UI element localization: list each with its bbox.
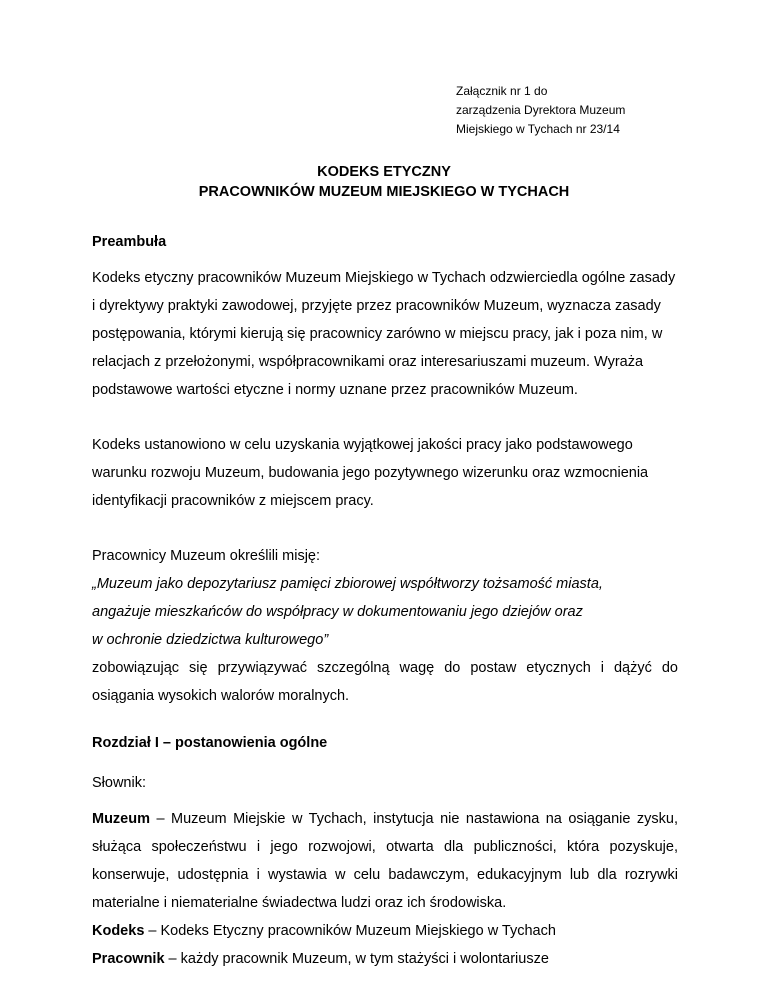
annex-line-1: Załącznik nr 1 do [456, 84, 548, 98]
document-title [0, 162, 768, 202]
preamble-paragraph-2: Kodeks ustanowiono w celu uzyskania wyjątkowej jakości pracy jako podstawowego warunku rozwoju Muzeum, budowania jego pozytywnego wizerunku oraz wzmocnienia identyfikacji pracowników z miejscem pracy. [92, 437, 649, 509]
glossary-definition: – Muzeum Miejskie w Tychach, instytucja nie nastawiona na osiąganie zysku, służąca społeczeństwu i jego rozwojowi, otwarta dla publiczności, która pozyskuje, konserwuje, udostępnia i wystawia w celu badawczym, edukacyjnym lub dla rozrywki materialne i niematerialne świadectwa ludzi oraz ich środowiska. [92, 811, 678, 911]
document-body [92, 232, 678, 973]
mission-quote-line-3: w ochronie dziedzictwa kulturowego” [92, 632, 329, 648]
glossary-term: Pracownik [92, 951, 165, 967]
annex-line-2: zarządzenia Dyrektora Muzeum [456, 103, 626, 117]
mission-quote-line-2: angażuje mieszkańców do współpracy w dokumentowaniu jego dziejów oraz [92, 604, 583, 620]
preamble-paragraph-1: Kodeks etyczny pracowników Muzeum Miejskiego w Tychach odzwierciedla ogólne zasady i dyrektywy praktyki zawodowej, przyjęte przez pracowników Muzeum, wyznacza zasady postępowania, którymi kierują się pracownicy zarówno w miejscu pracy, jak i poza nim, w relacjach z przełożonymi, współpracownikami oraz interesariuszami muzeum. Wyraża podstawowe wartości etyczne i normy uznane przez pracowników Muzeum. [92, 270, 676, 398]
glossary-definition: – każdy pracownik Muzeum, w tym stażyści i wolontariusze [164, 951, 549, 967]
chapter-1-heading: Rozdział I – postanowienia ogólne [92, 735, 328, 751]
title-line-1: KODEKS ETYCZNY [317, 164, 451, 180]
mission-outro: zobowiązując się przywiązywać szczególną wagę do postaw etycznych i dążyć do osiągania wysokich walorów moralnych. [92, 660, 678, 704]
glossary-definition: – Kodeks Etyczny pracowników Muzeum Miejskiego w Tychach [144, 923, 556, 939]
annex-line-3: Miejskiego w Tychach nr 23/14 [456, 122, 620, 136]
mission-quote-line-1: „Muzeum jako depozytariusz pamięci zbiorowej współtworzy tożsamość miasta, [92, 576, 603, 592]
glossary-label: Słownik: [92, 775, 146, 791]
title-line-2: PRACOWNIKÓW MUZEUM MIEJSKIEGO W TYCHACH [198, 184, 570, 200]
glossary-entry-muzeum [92, 805, 678, 917]
glossary-entry-kodeks [92, 917, 678, 945]
annex-note [456, 82, 625, 139]
preamble-heading: Preambuła [92, 234, 167, 250]
glossary-term: Muzeum [92, 811, 150, 827]
glossary-term: Kodeks [92, 923, 145, 939]
glossary-entry-pracownik [92, 945, 678, 973]
mission-intro: Pracownicy Muzeum określili misję: [92, 548, 321, 564]
